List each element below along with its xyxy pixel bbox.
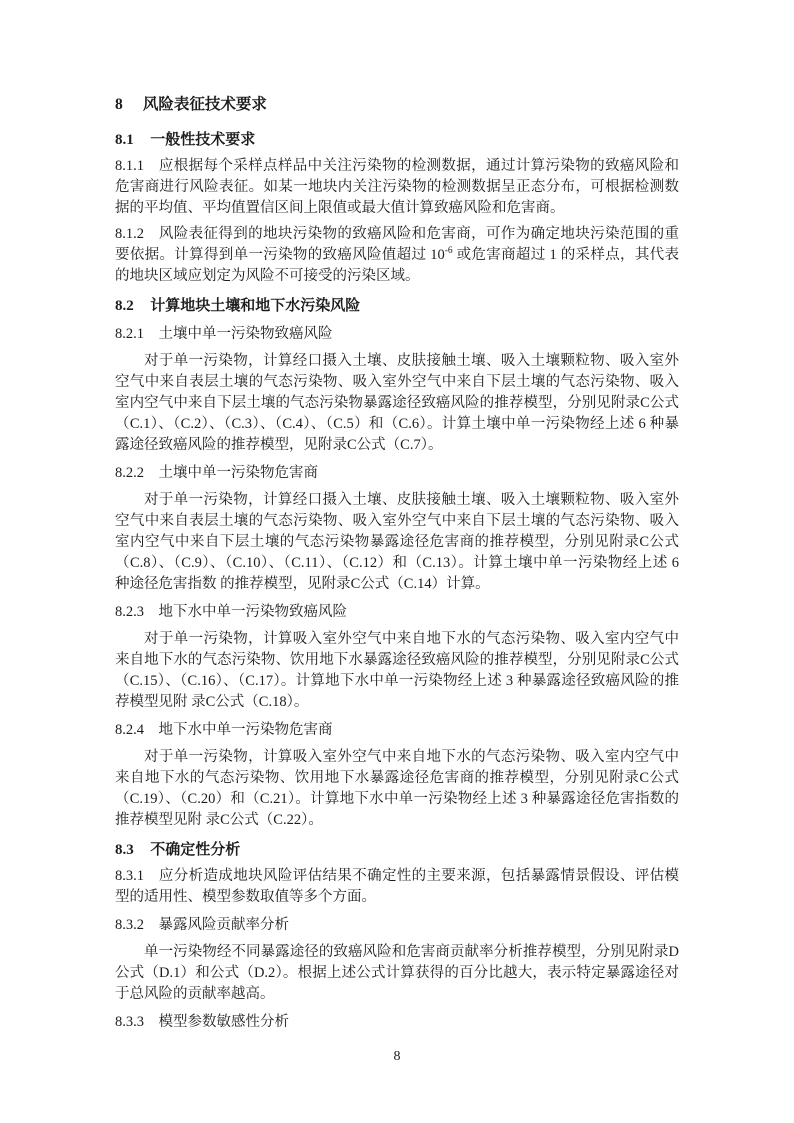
page-number: 8 xyxy=(393,1049,401,1064)
section-title: 不确定性分析 xyxy=(150,842,241,858)
chapter-heading-8 xyxy=(115,94,679,116)
clause-number: 8.1.2 xyxy=(115,226,144,242)
clause-title: 暴露风险贡献率分析 xyxy=(158,917,289,933)
superscript-exponent: -6 xyxy=(444,246,453,257)
clause-title: 地下水中单一污染物致癌风险 xyxy=(158,604,347,620)
clause-number: 8.2.1 xyxy=(115,326,144,342)
clause-8-1-1 xyxy=(115,156,679,219)
clause-heading-8-3-2 xyxy=(115,915,679,936)
clause-8-3-1 xyxy=(115,866,679,908)
clause-title: 土壤中单一污染物危害商 xyxy=(158,465,318,481)
clause-8-1-2 xyxy=(115,224,679,287)
clause-number: 8.3.2 xyxy=(115,917,144,933)
paragraph-8-2-4: 对于单一污染物，计算吸入室外空气中来自地下水的气态污染物、吸入室内空气中来自地下水的气态污染物、饮用地下水暴露途径危害商的推荐模型，分别见附录C公式（C.19）、（C.20）和（C.21）。计算地下水中单一污染物经上述 3 种暴露途径危害指数的推荐模型见附 录C公式（C.22）。 xyxy=(115,749,679,828)
section-number: 8.2 xyxy=(115,298,134,314)
clause-number: 8.2.2 xyxy=(115,465,144,481)
clause-heading-8-2-4 xyxy=(115,720,679,741)
section-heading-8-2 xyxy=(115,296,679,317)
paragraph-8-3-2: 单一污染物经不同暴露途径的致癌风险和危害商贡献率分析推荐模型，分别见附录D公式（D.1）和公式（D.2）。根据上述公式计算获得的百分比越大，表示特定暴露途径对于总风险的贡献率越高。 xyxy=(115,944,679,1002)
section-title: 一般性技术要求 xyxy=(150,132,256,148)
clause-title: 模型参数敏感性分析 xyxy=(158,1014,289,1030)
document-body xyxy=(115,94,679,1039)
paragraph-8-2-3: 对于单一污染物，计算吸入室外空气中来自地下水的气态污染物、吸入室内空气中来自地下水的气态污染物、饮用地下水暴露途径致癌风险的推荐模型，分别见附录C公式（C.15）、（C.16）、（C.17）。计算地下水中单一污染物经上述 3 种暴露途径致癌风险的推荐模型见附 录C公式（C.18）。 xyxy=(115,631,679,710)
section-number: 8.3 xyxy=(115,842,134,858)
section-heading-8-1 xyxy=(115,130,679,151)
paragraph-8-2-1: 对于单一污染物，计算经口摄入土壤、皮肤接触土壤、吸入土壤颗粒物、吸入室外空气中来自表层土壤的气态污染物、吸入室外空气中来自下层土壤的气态污染物、吸入室内空气中来自下层土壤的气态污染物暴露途径致癌风险的推荐模型，分别见附录C公式（C.1）、（C.2）、（C.3）、（C.4）、（C.5）和（C.6）。计算土壤中单一污染物经上述 6 种暴露途径致癌风险的推荐模型，见附录C公式（C.7）。 xyxy=(115,353,679,453)
clause-heading-8-3-3 xyxy=(115,1012,679,1033)
clause-number: 8.3.3 xyxy=(115,1014,144,1030)
clause-text-after: 或危害商超过 1 的采样点，其代表的地块区域应划定为风险不可接受的污染区域。 xyxy=(115,247,680,284)
section-heading-8-3 xyxy=(115,840,679,861)
clause-text-before: 风险表征得到的地块污染物的致癌风险和危害商，可作为确定地块污染范围的重要依据。计算得到单一污染物的致癌风险值超过 10 xyxy=(115,226,679,263)
clause-title: 土壤中单一污染物致癌风险 xyxy=(158,326,333,342)
clause-number: 8.2.4 xyxy=(115,722,144,738)
chapter-title: 风险表征技术要求 xyxy=(142,96,267,113)
clause-heading-8-2-3 xyxy=(115,602,679,623)
chapter-number: 8 xyxy=(115,96,123,113)
clause-number: 8.3.1 xyxy=(115,868,144,884)
clause-number: 8.2.3 xyxy=(115,604,144,620)
clause-heading-8-2-2 xyxy=(115,463,679,484)
section-title: 计算地块土壤和地下水污染风险 xyxy=(150,298,361,314)
clause-number: 8.1.1 xyxy=(115,158,144,174)
clause-text: 应分析造成地块风险评估结果不确定性的主要来源，包括暴露情景假设、评估模型的适用性、模型参数取值等多个方面。 xyxy=(115,868,679,905)
clause-text: 应根据每个采样点样品中关注污染物的检测数据，通过计算污染物的致癌风险和危害商进行风险表征。如某一地块内关注污染物的检测数据呈正态分布，可根据检测数据的平均值、平均值置信区间上限值或最大值计算致癌风险和危害商。 xyxy=(115,158,679,216)
clause-title: 地下水中单一污染物危害商 xyxy=(158,722,333,738)
clause-heading-8-2-1 xyxy=(115,324,679,345)
section-number: 8.1 xyxy=(115,132,134,148)
paragraph-8-2-2: 对于单一污染物，计算经口摄入土壤、皮肤接触土壤、吸入土壤颗粒物、吸入室外空气中来自表层土壤的气态污染物、吸入室外空气中来自下层土壤的气态污染物、吸入室内空气中来自下层土壤的气态污染物暴露途径危害商的推荐模型，分别见附录C公式（C.8）、（C.9）、（C.10）、（C.11）、（C.12）和（C.13）。计算土壤中单一污染物经上述 6 种途径危害指数 的推荐模型，见附录C公式（C.14）计算。 xyxy=(115,492,679,592)
